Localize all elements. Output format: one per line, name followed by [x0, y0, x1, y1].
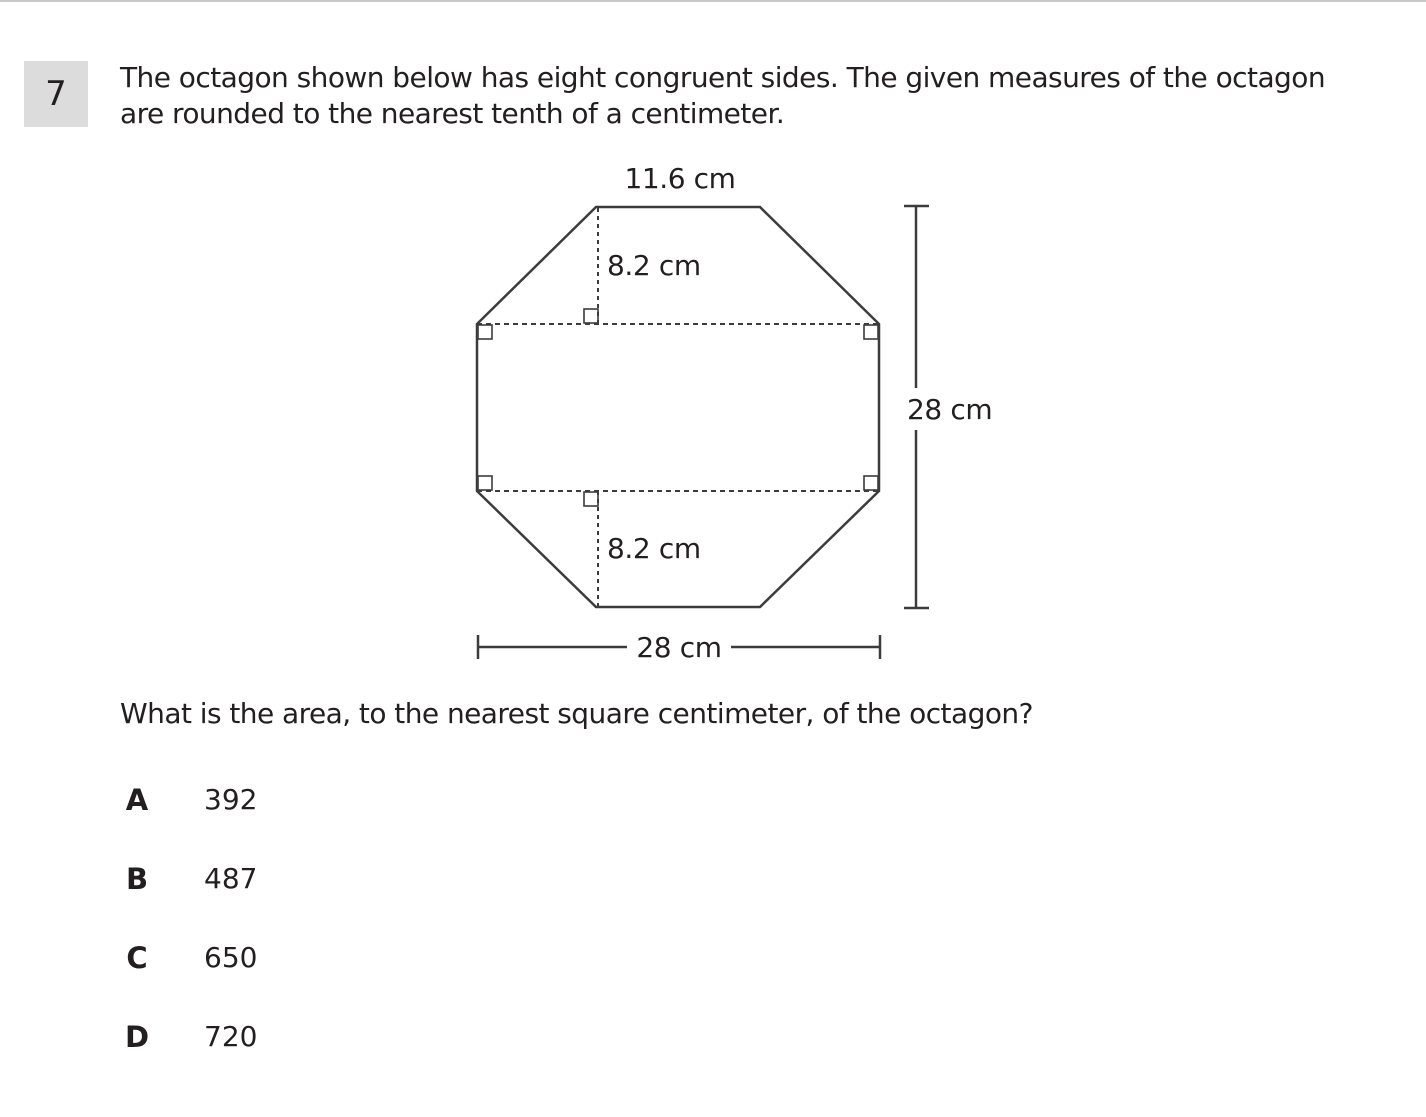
choice-b-letter: B: [125, 862, 149, 896]
right-angle-mark-lower-height: [584, 492, 598, 506]
question-prompt: What is the area, to the nearest square centimeter, of the octagon?: [120, 697, 1033, 730]
choice-d-letter: D: [124, 1020, 150, 1054]
choice-a-letter: A: [125, 783, 149, 817]
total-width-label: 28 cm: [636, 631, 722, 664]
stem-line-2: are rounded to the nearest tenth of a centimeter.: [120, 97, 785, 130]
right-angle-mark-lower-left: [478, 476, 492, 490]
choice-b-value: 487: [204, 862, 258, 895]
right-angle-mark-upper-right: [864, 325, 878, 339]
upper-height-label: 8.2 cm: [607, 249, 701, 282]
top-side-label: 11.6 cm: [624, 162, 736, 195]
stem-line-1: The octagon shown below has eight congruent sides. The given measures of the octagon: [120, 61, 1326, 94]
choice-a-value: 392: [204, 783, 258, 816]
total-height-label: 28 cm: [907, 393, 993, 426]
choice-d-value: 720: [204, 1020, 258, 1053]
right-angle-mark-upper-height: [584, 309, 598, 323]
lower-height-label: 8.2 cm: [607, 532, 701, 565]
right-angle-mark-lower-right: [864, 476, 878, 490]
right-angle-mark-upper-left: [478, 325, 492, 339]
choice-c-value: 650: [204, 941, 258, 974]
choice-c-letter: C: [126, 941, 148, 975]
question-number-badge: 7: [24, 61, 88, 127]
